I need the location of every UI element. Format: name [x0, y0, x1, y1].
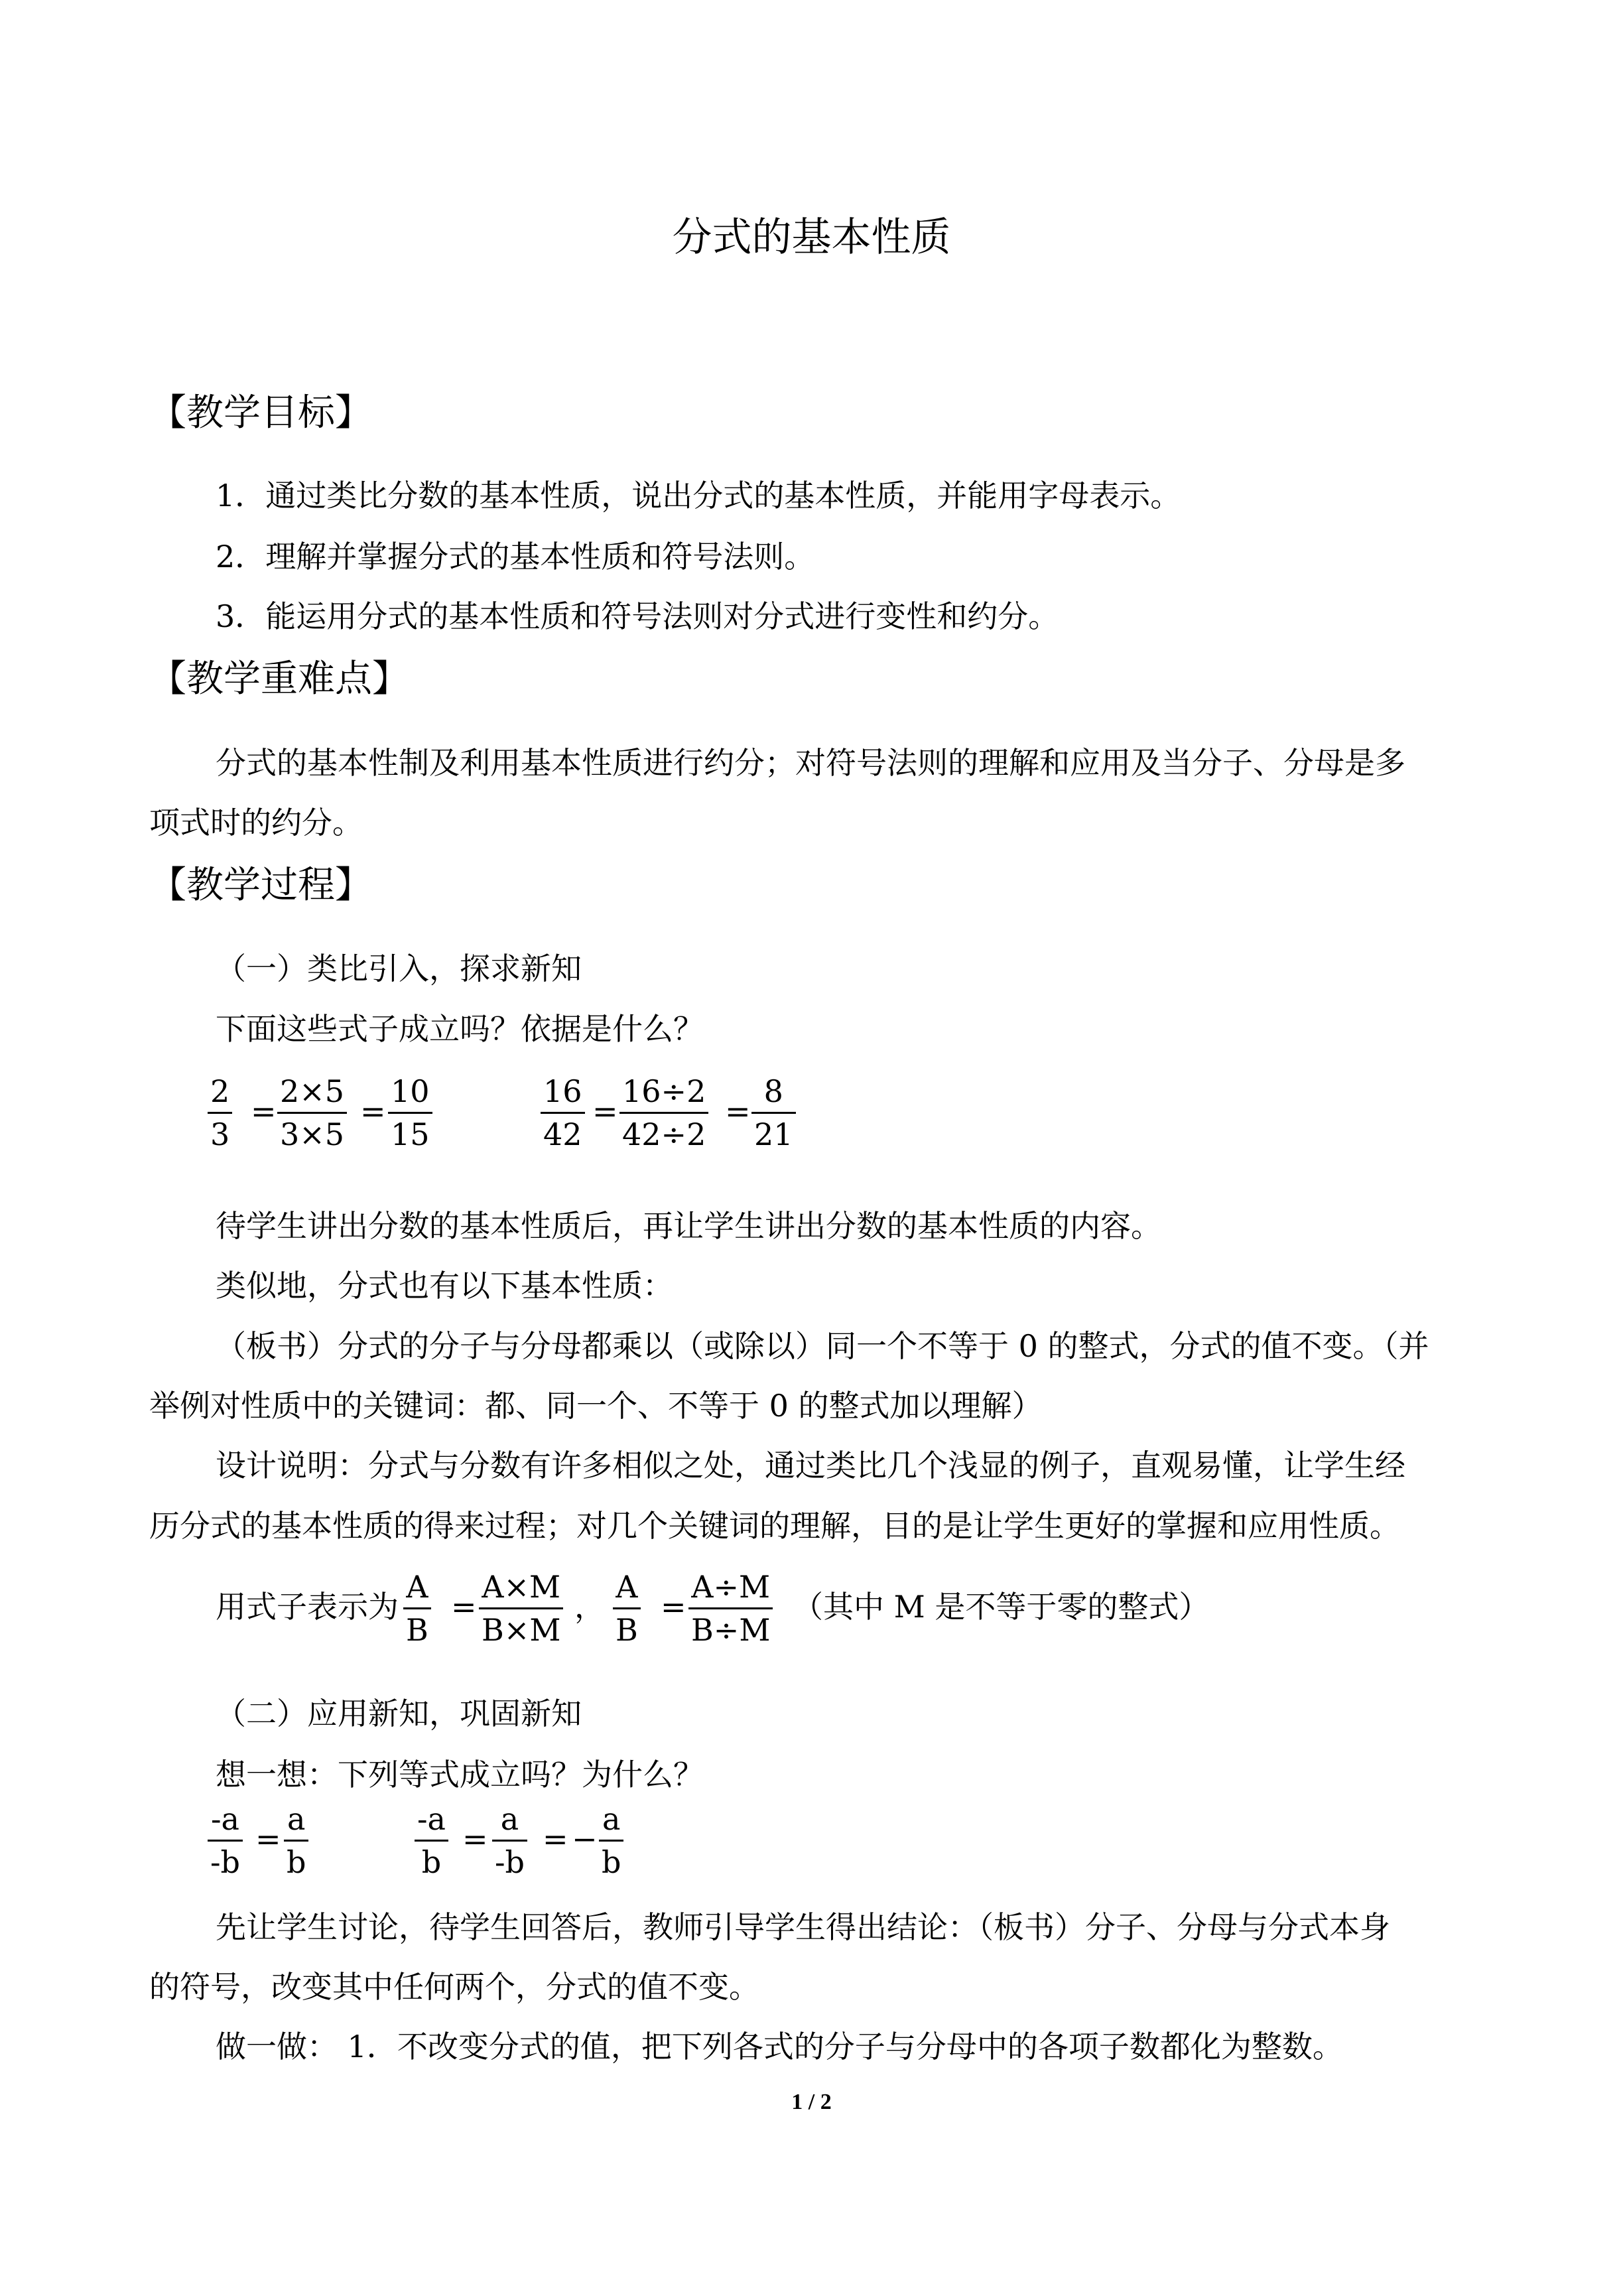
fraction-2-3: 2 3 — [208, 1073, 232, 1152]
part2-title: （二）应用新知，巩固新知 — [216, 1696, 582, 1731]
fraction-2x5-3x5: 2×5 3×5 — [277, 1073, 347, 1152]
equals-sign: = — [255, 1821, 281, 1857]
fraction-neg-a-b: -a b — [415, 1801, 448, 1880]
formula-suffix: （其中 M 是不等于零的整式） — [793, 1589, 1210, 1625]
fraction-A-B: A B — [613, 1569, 641, 1648]
paragraph-3-line-1: （板书）分式的分子与分母都乘以（或除以）同一个不等于 0 的整式，分式的值不变。（并 — [216, 1328, 1429, 1364]
paragraph-4-line-2: 历分式的基本性质的得来过程；对几个关键词的理解，目的是让学生更好的掌握和应用性质。 — [149, 1508, 1400, 1544]
fraction-a-b: a b — [284, 1801, 308, 1880]
equals-sign: = — [725, 1093, 751, 1129]
paragraph-5-line-2: 的符号，改变其中任何两个，分式的值不变。 — [149, 1969, 759, 2005]
equals-sign: = — [451, 1589, 477, 1625]
fraction-8-21: 8 21 — [751, 1073, 796, 1152]
goal-item-2: 2．理解并掌握分式的基本性质和符号法则。 — [216, 539, 815, 574]
paragraph-5-line-1: 先让学生讨论，待学生回答后，教师引导学生得出结论：（板书）分子、分母与分式本身 — [216, 1909, 1390, 1945]
part1-title: （一）类比引入，探求新知 — [216, 951, 582, 986]
fraction-10-15: 10 15 — [388, 1073, 432, 1152]
equals-sign: = — [360, 1093, 386, 1129]
goal-item-1: 1．通过类比分数的基本性质，说出分式的基本性质，并能用字母表示。 — [216, 478, 1181, 513]
question-2: 想一想：下列等式成立吗？为什么？ — [216, 1757, 704, 1792]
equals-sign: = — [661, 1589, 686, 1625]
fraction-A-B: A B — [403, 1569, 431, 1648]
fraction-AxM-BxM: A×M B×M — [479, 1569, 563, 1648]
paragraph-6: 做一做： 1．不改变分式的值，把下列各式的分子与分母中的各项子数都化为整数。 — [216, 2029, 1343, 2064]
keypoints-line-1: 分式的基本性制及利用基本性质进行约分；对符号法则的理解和应用及当分子、分母是多 — [216, 745, 1405, 781]
minus-sign: − — [572, 1821, 598, 1857]
paragraph-3-line-2: 举例对性质中的关键词：都、同一个、不等于 0 的整式加以理解） — [149, 1388, 1043, 1424]
fraction-neg-a-neg-b: -a -b — [208, 1801, 243, 1880]
equals-sign: = — [251, 1093, 277, 1129]
section-heading-goals: 【教学目标】 — [149, 391, 372, 435]
paragraph-4-line-1: 设计说明：分式与分数有许多相似之处，通过类比几个浅显的例子，直观易懂，让学生经 — [216, 1448, 1405, 1483]
section-heading-process: 【教学过程】 — [149, 864, 372, 907]
fraction-AdivM-BdivM: A÷M B÷M — [688, 1569, 773, 1648]
fraction-16-42: 16 42 — [541, 1073, 585, 1152]
fraction-a-neg-b: a -b — [492, 1801, 527, 1880]
goal-item-3: 3．能运用分式的基本性质和符号法则对分式进行变性和约分。 — [216, 598, 1059, 634]
equals-sign: = — [543, 1821, 568, 1857]
paragraph-2: 类似地，分式也有以下基本性质： — [216, 1268, 673, 1304]
formula-prefix: 用式子表示为 — [216, 1589, 399, 1625]
page-title: 分式的基本性质 — [672, 214, 951, 261]
equals-sign: = — [592, 1093, 618, 1129]
comma: ， — [574, 1589, 605, 1625]
question-1: 下面这些式子成立吗？依据是什么？ — [216, 1011, 704, 1047]
page-number: 1 / 2 — [791, 2090, 832, 2114]
fraction-16div2-42div2: 16÷2 42÷2 — [619, 1073, 708, 1152]
equals-sign: = — [462, 1821, 488, 1857]
section-heading-keypoints: 【教学重难点】 — [149, 657, 409, 701]
paragraph-1: 待学生讲出分数的基本性质后，再让学生讲出分数的基本性质的内容。 — [216, 1208, 1161, 1244]
fraction-a-b: a b — [599, 1801, 623, 1880]
keypoints-line-2: 项式时的约分。 — [149, 805, 363, 841]
